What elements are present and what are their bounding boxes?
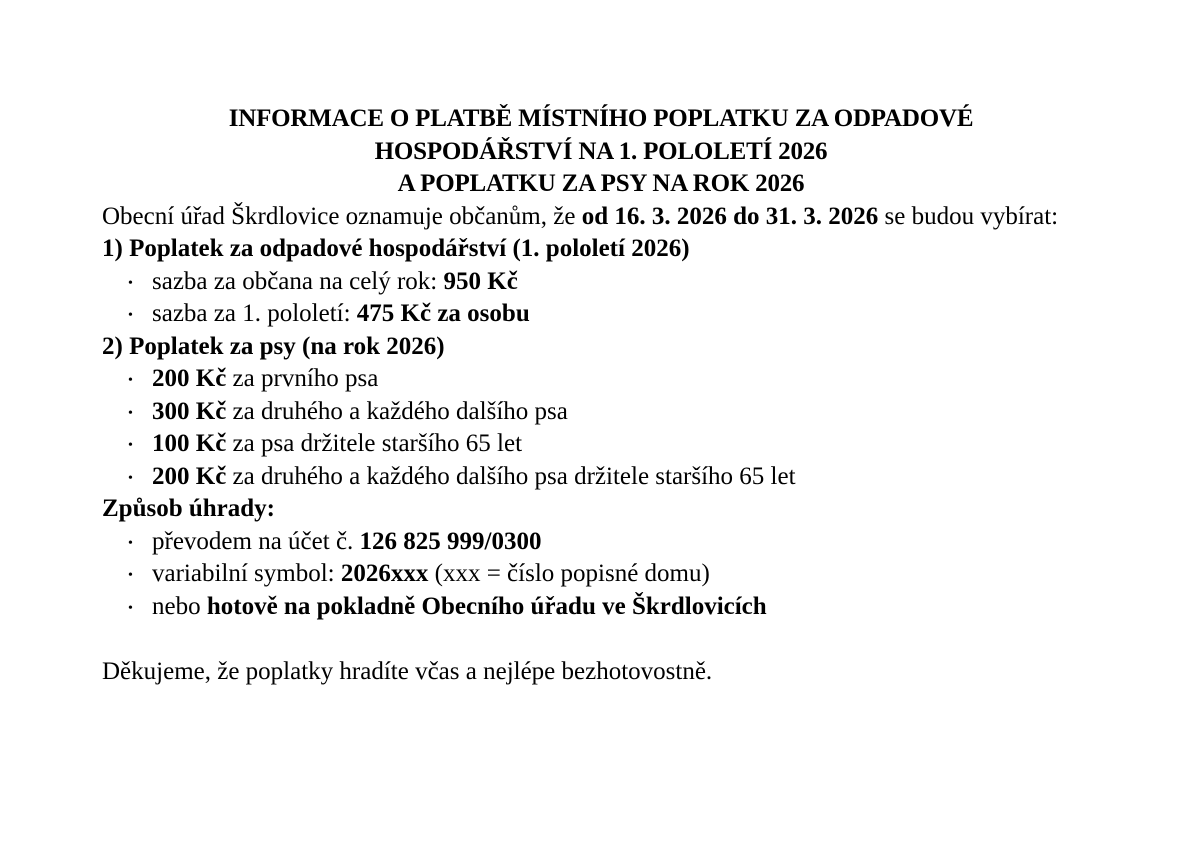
bullet-icon: •: [128, 373, 133, 388]
bullet-icon: •: [128, 470, 133, 486]
item-text: sazba za občana na celý rok:: [152, 267, 444, 295]
item-suffix: (xxx = číslo popisné domu): [428, 560, 710, 587]
list-item: [102, 526, 1102, 559]
bullet-icon: •: [128, 275, 133, 291]
list-item: [102, 558, 1102, 591]
section1-list: [102, 266, 1102, 331]
section2-heading: 2) Poplatek za psy (na rok 2026): [102, 332, 445, 360]
bullet-icon: •: [128, 535, 133, 551]
item-amount: 475 Kč za osobu: [356, 300, 530, 327]
item-text: převodem na účet č.: [152, 527, 360, 555]
payment-heading: Způsob úhrady:: [102, 495, 275, 522]
title-line-2: HOSPODÁŘSTVÍ NA 1. POLOLETÍ 2026: [374, 137, 828, 165]
payment-list: [102, 526, 1102, 624]
variable-symbol: 2026xxx: [340, 560, 429, 587]
item-text: za prvního psa: [226, 365, 379, 392]
document-title: [101, 103, 1101, 201]
bullet-icon: •: [128, 600, 133, 616]
title-line-1: INFORMACE O PLATBĚ MÍSTNÍHO POPLATKU ZA ODPADOVÉ: [228, 105, 974, 132]
item-amount: 200 Kč: [152, 462, 227, 490]
section2-list: [102, 363, 1102, 493]
bullet-icon: •: [128, 308, 133, 323]
item-text: za druhého a každého dalšího psa: [226, 397, 568, 425]
list-item: [102, 266, 1102, 299]
list-item: [102, 363, 1102, 396]
section1-heading: 1) Poplatek za odpadové hospodářství (1. pololetí 2026): [102, 235, 690, 262]
intro-text-after: se budou vybírat:: [878, 202, 1059, 230]
collection-period: od 16. 3. 2026 do 31. 3. 2026: [581, 202, 879, 230]
list-item: [102, 461, 1102, 494]
item-text: nebo: [152, 592, 207, 620]
item-text: sazba za 1. pololetí:: [152, 300, 357, 327]
bullet-icon: •: [128, 405, 133, 421]
item-amount: 950 Kč: [443, 267, 518, 295]
document-page: [102, 103, 1102, 688]
list-item: [102, 428, 1102, 461]
bank-account-number: 126 825 999/0300: [359, 527, 542, 555]
item-amount: 300 Kč: [152, 397, 227, 425]
item-text: variabilní symbol:: [152, 560, 341, 587]
spacer: [102, 623, 1102, 656]
list-item: [102, 591, 1102, 624]
item-text: za psa držitele staršího 65 let: [226, 430, 523, 457]
item-text: za druhého a každého dalšího psa držitele staršího 65 let: [226, 462, 796, 490]
list-item: [102, 396, 1102, 429]
list-item: [102, 298, 1102, 331]
intro-paragraph: [102, 201, 1082, 234]
cash-payment-location: hotově na pokladně Obecního úřadu ve Škrdlovicích: [206, 592, 767, 620]
closing-paragraph: Děkujeme, že poplatky hradíte včas a nejlépe bezhotovostně.: [102, 657, 713, 685]
bullet-icon: •: [128, 568, 133, 583]
title-line-3: A POPLATKU ZA PSY NA ROK 2026: [397, 170, 805, 197]
item-amount: 200 Kč: [152, 365, 227, 392]
intro-text-before: Obecní úřad Škrdlovice oznamuje občanům, že: [102, 202, 582, 230]
bullet-icon: •: [128, 438, 133, 453]
item-amount: 100 Kč: [152, 430, 227, 457]
